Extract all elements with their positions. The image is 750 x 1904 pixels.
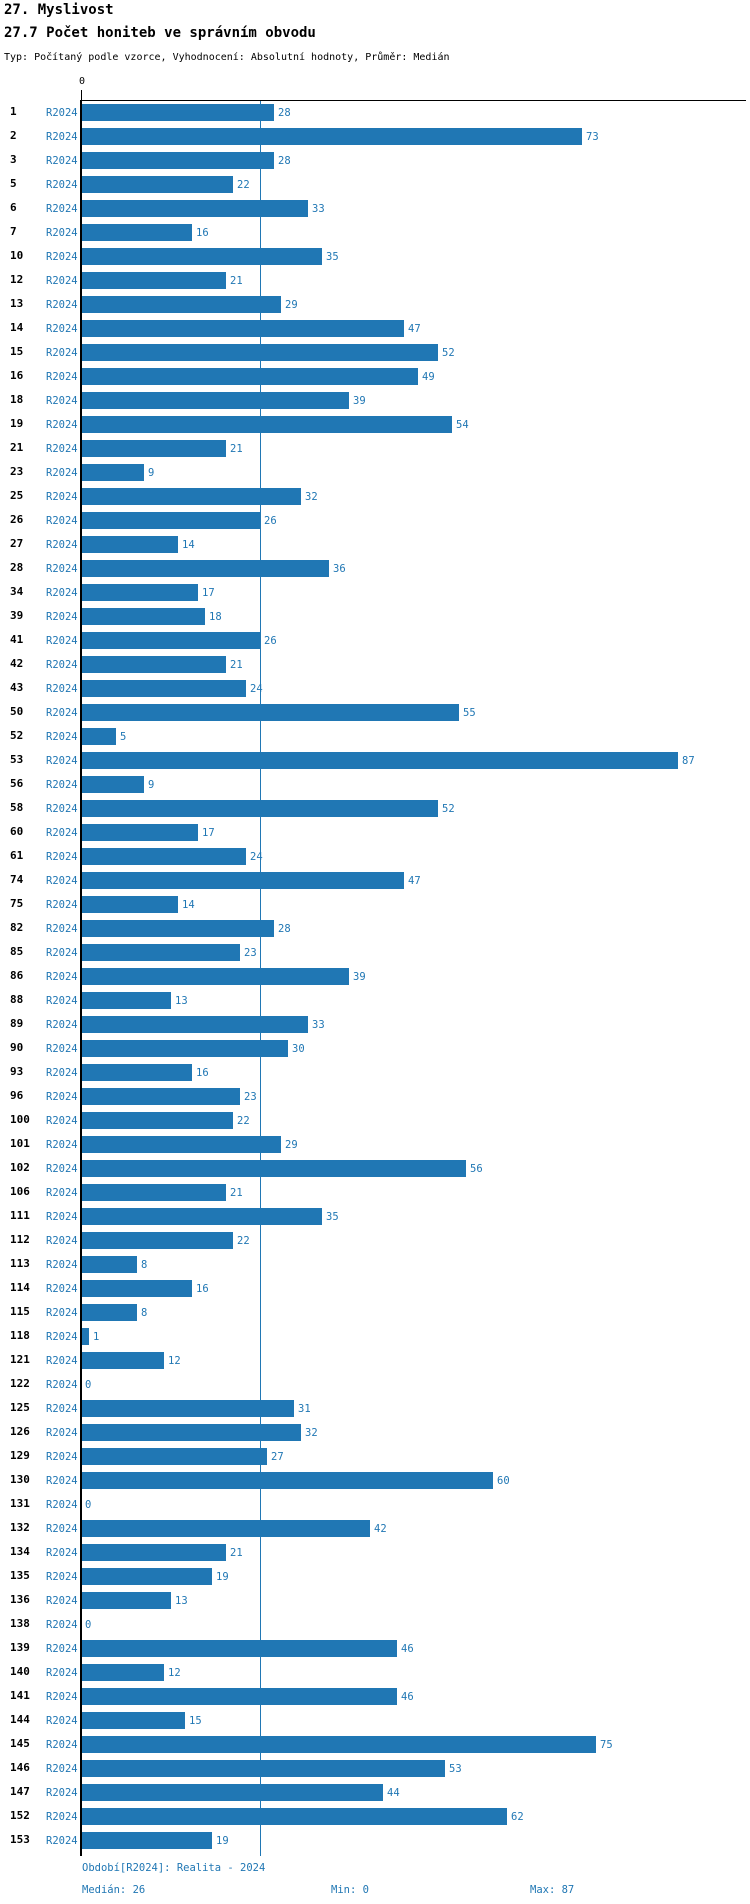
row-value-label: 17 [202,827,215,839]
row-number-label: 21 [10,441,24,454]
row-value-label: 35 [326,251,339,263]
row-bar [82,1136,281,1153]
row-value-label: 16 [196,227,209,239]
row-number-label: 121 [10,1353,30,1366]
row-number-label: 122 [10,1377,30,1390]
row-value-label: 46 [401,1643,414,1655]
row-number-label: 7 [10,225,17,238]
row-bar [82,296,281,313]
row-series-label: R2024 [46,1787,78,1799]
row-value-label: 60 [497,1475,510,1487]
row-series-label: R2024 [46,395,78,407]
row-value-label: 23 [244,1091,257,1103]
row-series-label: R2024 [46,107,78,119]
row-number-label: 5 [10,177,17,190]
row-bar [82,224,192,241]
row-bar [82,944,240,961]
row-bar [82,920,274,937]
row-number-label: 6 [10,201,17,214]
row-number-label: 106 [10,1185,30,1198]
row-bar [82,560,329,577]
row-value-label: 8 [141,1307,148,1319]
row-bar [82,1448,267,1465]
row-bar [82,464,144,481]
row-value-label: 33 [312,1019,325,1031]
row-series-label: R2024 [46,515,78,527]
row-series-label: R2024 [46,1499,78,1511]
row-number-label: 18 [10,393,24,406]
row-series-label: R2024 [46,1715,78,1727]
row-number-label: 14 [10,321,24,334]
row-series-label: R2024 [46,467,78,479]
row-value-label: 62 [511,1811,524,1823]
row-bar [82,1520,370,1537]
row-series-label: R2024 [46,947,78,959]
row-series-label: R2024 [46,419,78,431]
row-value-label: 35 [326,1211,339,1223]
row-bar [82,1664,164,1681]
footer-period: Období[R2024]: Realita - 2024 [82,1862,266,1874]
footer-median: Medián: 26 [82,1884,146,1896]
row-bar [82,1544,226,1561]
footer-min: Min: 0 [331,1884,369,1896]
row-bar [82,1808,507,1825]
row-value-label: 0 [85,1499,92,1511]
row-value-label: 28 [278,107,291,119]
row-series-label: R2024 [46,1619,78,1631]
row-bar [82,1712,185,1729]
row-number-label: 131 [10,1497,30,1510]
row-number-label: 2 [10,129,17,142]
row-number-label: 58 [10,801,24,814]
row-bar [82,1304,137,1321]
row-series-label: R2024 [46,371,78,383]
row-value-label: 8 [141,1259,148,1271]
row-value-label: 14 [182,899,195,911]
row-series-label: R2024 [46,1283,78,1295]
row-number-label: 25 [10,489,24,502]
row-value-label: 44 [387,1787,400,1799]
row-number-label: 144 [10,1713,30,1726]
row-series-label: R2024 [46,899,78,911]
axis-top-line [82,100,746,101]
row-bar [82,272,226,289]
row-value-label: 26 [264,515,277,527]
row-value-label: 87 [682,755,695,767]
row-number-label: 28 [10,561,24,574]
row-number-label: 138 [10,1617,30,1630]
row-number-label: 102 [10,1161,30,1174]
row-value-label: 22 [237,1235,250,1247]
row-number-label: 96 [10,1089,24,1102]
row-number-label: 132 [10,1521,30,1534]
row-value-label: 21 [230,443,243,455]
row-bar [82,992,171,1009]
row-series-label: R2024 [46,971,78,983]
row-value-label: 32 [305,491,318,503]
row-bar [82,1640,397,1657]
row-series-label: R2024 [46,539,78,551]
row-series-label: R2024 [46,635,78,647]
row-number-label: 118 [10,1329,30,1342]
row-series-label: R2024 [46,659,78,671]
row-series-label: R2024 [46,1259,78,1271]
row-series-label: R2024 [46,1763,78,1775]
row-bar [82,1088,240,1105]
row-series-label: R2024 [46,1451,78,1463]
row-value-label: 13 [175,1595,188,1607]
row-number-label: 85 [10,945,24,958]
row-series-label: R2024 [46,707,78,719]
row-bar [82,128,582,145]
row-series-label: R2024 [46,1835,78,1847]
row-series-label: R2024 [46,227,78,239]
row-value-label: 14 [182,539,195,551]
row-value-label: 19 [216,1571,229,1583]
row-number-label: 136 [10,1593,30,1606]
row-bar [82,416,452,433]
row-value-label: 9 [148,467,155,479]
row-series-label: R2024 [46,1739,78,1751]
row-bar [82,1568,212,1585]
row-value-label: 1 [93,1331,100,1343]
row-value-label: 36 [333,563,346,575]
row-bar [82,1760,445,1777]
row-series-label: R2024 [46,1811,78,1823]
row-value-label: 54 [456,419,469,431]
row-value-label: 73 [586,131,599,143]
row-series-label: R2024 [46,1379,78,1391]
row-value-label: 18 [209,611,222,623]
row-bar [82,1016,308,1033]
row-number-label: 126 [10,1425,30,1438]
row-bar [82,1040,288,1057]
row-value-label: 28 [278,155,291,167]
row-number-label: 1 [10,105,17,118]
row-bar [82,1352,164,1369]
row-series-label: R2024 [46,827,78,839]
row-value-label: 24 [250,851,263,863]
row-number-label: 89 [10,1017,24,1030]
row-bar [82,368,418,385]
row-number-label: 16 [10,369,24,382]
row-bar [82,1400,294,1417]
page-subtitle: 27.7 Počet honiteb ve správním obvodu [4,25,316,41]
row-number-label: 41 [10,633,24,646]
row-bar [82,656,226,673]
row-series-label: R2024 [46,155,78,167]
row-value-label: 33 [312,203,325,215]
row-value-label: 5 [120,731,127,743]
row-series-label: R2024 [46,683,78,695]
row-bar [82,104,274,121]
row-bar [82,632,260,649]
row-number-label: 90 [10,1041,24,1054]
row-bar [82,1328,89,1345]
row-series-label: R2024 [46,1235,78,1247]
row-number-label: 135 [10,1569,30,1582]
row-number-label: 26 [10,513,24,526]
row-series-label: R2024 [46,1595,78,1607]
row-value-label: 9 [148,779,155,791]
row-bar [82,848,246,865]
row-bar [82,320,404,337]
row-series-label: R2024 [46,1355,78,1367]
row-number-label: 147 [10,1785,30,1798]
row-value-label: 12 [168,1667,181,1679]
row-value-label: 56 [470,1163,483,1175]
row-number-label: 39 [10,609,24,622]
row-value-label: 17 [202,587,215,599]
row-series-label: R2024 [46,1307,78,1319]
row-value-label: 21 [230,1547,243,1559]
row-number-label: 140 [10,1665,30,1678]
row-series-label: R2024 [46,1115,78,1127]
row-series-label: R2024 [46,1163,78,1175]
row-value-label: 52 [442,347,455,359]
row-bar [82,536,178,553]
row-number-label: 60 [10,825,24,838]
row-value-label: 55 [463,707,476,719]
row-series-label: R2024 [46,995,78,1007]
row-series-label: R2024 [46,347,78,359]
row-value-label: 22 [237,1115,250,1127]
row-number-label: 86 [10,969,24,982]
row-number-label: 115 [10,1305,30,1318]
row-value-label: 16 [196,1283,209,1295]
row-bar [82,1592,171,1609]
row-bar [82,1688,397,1705]
row-number-label: 134 [10,1545,30,1558]
row-series-label: R2024 [46,179,78,191]
row-series-label: R2024 [46,1187,78,1199]
row-value-label: 23 [244,947,257,959]
row-value-label: 26 [264,635,277,647]
row-series-label: R2024 [46,587,78,599]
row-number-label: 12 [10,273,24,286]
row-value-label: 24 [250,683,263,695]
row-number-label: 74 [10,873,24,886]
row-number-label: 100 [10,1113,30,1126]
row-number-label: 34 [10,585,24,598]
row-bar [82,1232,233,1249]
row-value-label: 47 [408,323,421,335]
row-number-label: 146 [10,1761,30,1774]
row-bar [82,1112,233,1129]
row-number-label: 56 [10,777,24,790]
row-series-label: R2024 [46,1091,78,1103]
row-number-label: 125 [10,1401,30,1414]
row-number-label: 93 [10,1065,24,1078]
row-series-label: R2024 [46,1139,78,1151]
row-number-label: 139 [10,1641,30,1654]
row-value-label: 21 [230,275,243,287]
row-bar [82,392,349,409]
row-value-label: 39 [353,395,366,407]
row-bar [82,800,438,817]
row-value-label: 21 [230,659,243,671]
row-bar [82,200,308,217]
row-bar [82,680,246,697]
axis-zero-tick [81,90,82,100]
row-series-label: R2024 [46,1523,78,1535]
row-value-label: 13 [175,995,188,1007]
row-number-label: 130 [10,1473,30,1486]
row-bar [82,248,322,265]
row-series-label: R2024 [46,1067,78,1079]
row-number-label: 13 [10,297,24,310]
row-bar [82,344,438,361]
row-bar [82,1256,137,1273]
row-bar [82,1280,192,1297]
row-number-label: 129 [10,1449,30,1462]
row-value-label: 30 [292,1043,305,1055]
row-bar [82,1184,226,1201]
row-number-label: 112 [10,1233,30,1246]
row-value-label: 0 [85,1379,92,1391]
row-bar [82,968,349,985]
row-series-label: R2024 [46,299,78,311]
row-number-label: 82 [10,921,24,934]
row-value-label: 42 [374,1523,387,1535]
row-bar [82,872,404,889]
row-series-label: R2024 [46,1019,78,1031]
row-series-label: R2024 [46,1211,78,1223]
row-bar [82,512,260,529]
row-number-label: 152 [10,1809,30,1822]
footer-max: Max: 87 [530,1884,575,1896]
row-number-label: 43 [10,681,24,694]
row-value-label: 49 [422,371,435,383]
row-series-label: R2024 [46,1691,78,1703]
row-value-label: 29 [285,1139,298,1151]
row-value-label: 39 [353,971,366,983]
row-bar [82,824,198,841]
row-number-label: 27 [10,537,24,550]
row-number-label: 42 [10,657,24,670]
row-bar [82,896,178,913]
row-bar [82,704,459,721]
row-series-label: R2024 [46,1427,78,1439]
chart-meta: Typ: Počítaný podle vzorce, Vyhodnocení: Absolutní hodnoty, Průměr: Medián [4,52,450,63]
row-number-label: 141 [10,1689,30,1702]
row-value-label: 32 [305,1427,318,1439]
row-series-label: R2024 [46,131,78,143]
row-number-label: 153 [10,1833,30,1846]
row-number-label: 23 [10,465,24,478]
row-series-label: R2024 [46,1403,78,1415]
row-bar [82,152,274,169]
row-series-label: R2024 [46,1475,78,1487]
row-bar [82,584,198,601]
row-value-label: 53 [449,1763,462,1775]
row-number-label: 114 [10,1281,30,1294]
row-series-label: R2024 [46,275,78,287]
row-value-label: 0 [85,1619,92,1631]
row-value-label: 31 [298,1403,311,1415]
row-bar [82,1472,493,1489]
row-series-label: R2024 [46,731,78,743]
row-series-label: R2024 [46,1547,78,1559]
row-number-label: 53 [10,753,24,766]
row-series-label: R2024 [46,491,78,503]
row-series-label: R2024 [46,203,78,215]
row-series-label: R2024 [46,1643,78,1655]
row-bar [82,776,144,793]
row-bar [82,728,116,745]
row-bar [82,752,678,769]
row-number-label: 15 [10,345,24,358]
row-value-label: 47 [408,875,421,887]
row-series-label: R2024 [46,755,78,767]
row-bar [82,1160,466,1177]
row-value-label: 29 [285,299,298,311]
row-bar [82,1784,383,1801]
row-series-label: R2024 [46,803,78,815]
row-series-label: R2024 [46,1331,78,1343]
row-series-label: R2024 [46,923,78,935]
row-bar [82,1208,322,1225]
row-series-label: R2024 [46,1043,78,1055]
row-value-label: 27 [271,1451,284,1463]
axis-zero-tick-label: 0 [78,76,86,87]
row-bar [82,488,301,505]
row-series-label: R2024 [46,875,78,887]
row-number-label: 75 [10,897,24,910]
row-number-label: 88 [10,993,24,1006]
row-number-label: 52 [10,729,24,742]
row-number-label: 111 [10,1209,30,1222]
row-series-label: R2024 [46,851,78,863]
row-bar [82,1424,301,1441]
row-value-label: 19 [216,1835,229,1847]
row-value-label: 22 [237,179,250,191]
row-series-label: R2024 [46,251,78,263]
row-series-label: R2024 [46,443,78,455]
row-series-label: R2024 [46,779,78,791]
row-series-label: R2024 [46,563,78,575]
row-number-label: 145 [10,1737,30,1750]
row-bar [82,1832,212,1849]
row-number-label: 19 [10,417,24,430]
row-series-label: R2024 [46,611,78,623]
row-value-label: 15 [189,1715,202,1727]
row-number-label: 10 [10,249,24,262]
row-value-label: 16 [196,1067,209,1079]
row-number-label: 101 [10,1137,30,1150]
row-value-label: 46 [401,1691,414,1703]
row-bar [82,608,205,625]
row-series-label: R2024 [46,1667,78,1679]
row-bar [82,1736,596,1753]
row-number-label: 50 [10,705,24,718]
row-bar [82,176,233,193]
row-value-label: 28 [278,923,291,935]
page-title: 27. Myslivost [4,2,114,18]
row-value-label: 21 [230,1187,243,1199]
row-number-label: 3 [10,153,17,166]
row-series-label: R2024 [46,323,78,335]
row-value-label: 75 [600,1739,613,1751]
row-bar [82,1064,192,1081]
row-series-label: R2024 [46,1571,78,1583]
row-number-label: 113 [10,1257,30,1270]
row-bar [82,440,226,457]
row-value-label: 52 [442,803,455,815]
row-number-label: 61 [10,849,24,862]
row-value-label: 12 [168,1355,181,1367]
